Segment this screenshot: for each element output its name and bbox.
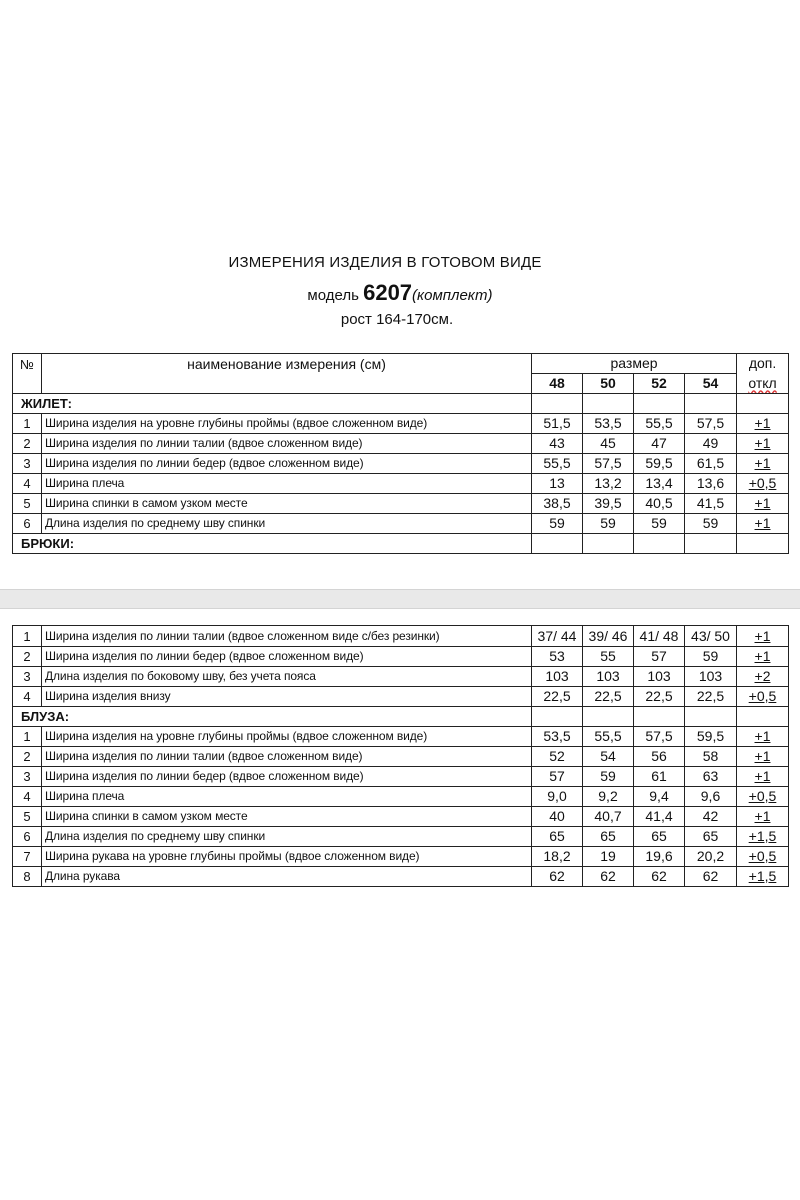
tolerance-value: +1 <box>754 415 771 431</box>
row-number: 2 <box>13 434 42 454</box>
size-value: 61 <box>634 767 685 787</box>
table-row <box>13 747 789 767</box>
size-value: 62 <box>634 867 685 887</box>
measurement-name: Длина изделия по боковому шву, без учета пояса <box>42 667 532 687</box>
size-value: 57 <box>532 767 583 787</box>
size-value: 62 <box>532 867 583 887</box>
size-value: 41,5 <box>685 494 737 514</box>
table-row <box>13 434 789 454</box>
table-row <box>13 414 789 434</box>
size-value: 59 <box>634 514 685 534</box>
size-value: 103 <box>685 667 737 687</box>
size-value: 18,2 <box>532 847 583 867</box>
col-size-group-header: размер <box>532 354 737 374</box>
section-empty-cell <box>532 394 583 414</box>
size-value: 13,6 <box>685 474 737 494</box>
height-range: рост 164-170см. <box>340 311 454 328</box>
size-value: 39,5 <box>583 494 634 514</box>
measurement-name: Ширина изделия по линии бедер (вдвое сложенном виде) <box>42 767 532 787</box>
section-empty-cell <box>634 534 685 554</box>
measurement-name: Ширина плеча <box>42 474 532 494</box>
size-value: 62 <box>583 867 634 887</box>
size-value: 103 <box>583 667 634 687</box>
measurements-table-top <box>12 353 789 554</box>
size-value: 56 <box>634 747 685 767</box>
tolerance-cell <box>737 434 789 454</box>
size-value: 55,5 <box>583 727 634 747</box>
size-value: 55 <box>583 647 634 667</box>
measurements-table-bottom <box>12 625 789 887</box>
row-number: 3 <box>13 767 42 787</box>
measurement-name: Ширина изделия по линии бедер (вдвое сложенном виде) <box>42 647 532 667</box>
tolerance-value: +1,5 <box>748 868 777 884</box>
model-prefix: модель <box>307 287 359 304</box>
size-value: 63 <box>685 767 737 787</box>
size-value: 20,2 <box>685 847 737 867</box>
size-value: 22,5 <box>532 687 583 707</box>
size-value: 13,4 <box>634 474 685 494</box>
size-value: 19,6 <box>634 847 685 867</box>
table-row <box>13 767 789 787</box>
tolerance-value: +0,5 <box>748 475 777 491</box>
table-row <box>13 827 789 847</box>
size-value: 53,5 <box>583 414 634 434</box>
row-number: 3 <box>13 667 42 687</box>
size-value: 47 <box>634 434 685 454</box>
section-empty-cell <box>532 534 583 554</box>
tolerance-value: +0,5 <box>748 788 777 804</box>
tolerance-cell <box>737 514 789 534</box>
size-value: 65 <box>634 827 685 847</box>
tolerance-cell <box>737 667 789 687</box>
tolerance-value: +1,5 <box>748 828 777 844</box>
size-value: 53,5 <box>532 727 583 747</box>
tolerance-cell <box>737 787 789 807</box>
measurement-name: Длина изделия по среднему шву спинки <box>42 827 532 847</box>
size-54-header: 54 <box>685 374 737 394</box>
row-number: 2 <box>13 647 42 667</box>
measurement-name: Ширина изделия по линии талии (вдвое сложенном виде) <box>42 747 532 767</box>
tolerance-value: +0,5 <box>748 848 777 864</box>
size-value: 9,2 <box>583 787 634 807</box>
tolerance-value: +1 <box>754 515 771 531</box>
size-value: 53 <box>532 647 583 667</box>
table-row <box>13 474 789 494</box>
tolerance-cell <box>737 767 789 787</box>
size-value: 62 <box>685 867 737 887</box>
section-empty-cell <box>634 707 685 727</box>
section-empty-cell <box>685 707 737 727</box>
row-number: 4 <box>13 474 42 494</box>
tolerance-cell <box>737 647 789 667</box>
row-number: 1 <box>13 414 42 434</box>
measurement-name: Ширина плеча <box>42 787 532 807</box>
col-tol-header-top: доп. <box>737 354 789 374</box>
tolerance-value: +1 <box>754 495 771 511</box>
col-num-header: № <box>13 354 42 394</box>
row-number: 5 <box>13 807 42 827</box>
section-row-blouse <box>13 707 789 727</box>
table-row <box>13 687 789 707</box>
section-title-blouse: БЛУЗА: <box>13 707 532 727</box>
model-suffix: (комплект) <box>412 287 493 304</box>
section-empty-cell <box>583 394 634 414</box>
size-value: 59,5 <box>634 454 685 474</box>
row-number: 8 <box>13 867 42 887</box>
section-empty-cell <box>737 534 789 554</box>
size-value: 55,5 <box>634 414 685 434</box>
size-value: 39/ 46 <box>583 626 634 647</box>
size-value: 103 <box>634 667 685 687</box>
model-number: 6207 <box>363 280 413 305</box>
size-value: 59 <box>583 767 634 787</box>
size-value: 43 <box>532 434 583 454</box>
size-value: 49 <box>685 434 737 454</box>
tolerance-cell <box>737 494 789 514</box>
section-title-vest: ЖИЛЕТ: <box>13 394 532 414</box>
table-row <box>13 647 789 667</box>
row-number: 1 <box>13 727 42 747</box>
measurement-name: Длина изделия по среднему шву спинки <box>42 514 532 534</box>
tolerance-cell <box>737 807 789 827</box>
table-row <box>13 514 789 534</box>
tolerance-value: +1 <box>754 728 771 744</box>
measurement-name: Ширина спинки в самом узком месте <box>42 494 532 514</box>
header-row-top <box>13 354 789 374</box>
table-row <box>13 626 789 647</box>
size-52-header: 52 <box>634 374 685 394</box>
tolerance-cell <box>737 414 789 434</box>
section-empty-cell <box>532 707 583 727</box>
size-value: 40,5 <box>634 494 685 514</box>
tolerance-cell <box>737 827 789 847</box>
col-tol-label: откл <box>748 374 777 391</box>
size-value: 59 <box>532 514 583 534</box>
size-value: 65 <box>532 827 583 847</box>
tolerance-value: +1 <box>754 455 771 471</box>
row-number: 4 <box>13 687 42 707</box>
row-number: 7 <box>13 847 42 867</box>
tolerance-cell <box>737 687 789 707</box>
size-value: 13 <box>532 474 583 494</box>
tolerance-cell <box>737 867 789 887</box>
section-empty-cell <box>583 534 634 554</box>
size-value: 9,0 <box>532 787 583 807</box>
measurement-name: Ширина изделия по линии талии (вдвое сложенном виде) <box>42 434 532 454</box>
tolerance-value: +1 <box>754 808 771 824</box>
section-empty-cell <box>737 394 789 414</box>
size-value: 38,5 <box>532 494 583 514</box>
table-row <box>13 807 789 827</box>
tolerance-value: +2 <box>754 668 771 684</box>
size-value: 13,2 <box>583 474 634 494</box>
section-empty-cell <box>737 707 789 727</box>
col-tol-header-bottom <box>737 374 789 394</box>
measurement-name: Ширина изделия по линии талии (вдвое сложенном виде с/без резинки) <box>42 626 532 647</box>
size-value: 19 <box>583 847 634 867</box>
size-value: 43/ 50 <box>685 626 737 647</box>
measurement-name: Ширина рукава на уровне глубины проймы (вдвое сложенном виде) <box>42 847 532 867</box>
tolerance-cell <box>737 626 789 647</box>
table-row <box>13 667 789 687</box>
row-number: 6 <box>13 514 42 534</box>
size-value: 57,5 <box>685 414 737 434</box>
size-value: 40 <box>532 807 583 827</box>
measurement-name: Ширина изделия по линии бедер (вдвое сложенном виде) <box>42 454 532 474</box>
size-value: 40,7 <box>583 807 634 827</box>
table-row <box>13 454 789 474</box>
tolerance-cell <box>737 474 789 494</box>
size-value: 65 <box>583 827 634 847</box>
size-value: 57,5 <box>583 454 634 474</box>
tolerance-value: +1 <box>754 748 771 764</box>
size-value: 55,5 <box>532 454 583 474</box>
tolerance-cell <box>737 747 789 767</box>
section-empty-cell <box>685 534 737 554</box>
size-value: 9,4 <box>634 787 685 807</box>
tolerance-value: +1 <box>754 435 771 451</box>
size-value: 58 <box>685 747 737 767</box>
size-value: 42 <box>685 807 737 827</box>
row-number: 4 <box>13 787 42 807</box>
size-value: 57 <box>634 647 685 667</box>
section-empty-cell <box>583 707 634 727</box>
tolerance-cell <box>737 454 789 474</box>
size-value: 59 <box>685 647 737 667</box>
size-value: 22,5 <box>583 687 634 707</box>
row-number: 5 <box>13 494 42 514</box>
page-divider <box>0 589 800 609</box>
tolerance-value: +1 <box>754 627 771 644</box>
tolerance-value: +0,5 <box>748 688 777 704</box>
size-value: 45 <box>583 434 634 454</box>
row-number: 1 <box>13 626 42 647</box>
table-row <box>13 727 789 747</box>
row-number: 6 <box>13 827 42 847</box>
model-line <box>0 280 800 306</box>
table-row <box>13 867 789 887</box>
measurement-name: Ширина изделия внизу <box>42 687 532 707</box>
size-value: 103 <box>532 667 583 687</box>
section-empty-cell <box>685 394 737 414</box>
size-value: 41/ 48 <box>634 626 685 647</box>
table-row <box>13 494 789 514</box>
size-value: 59 <box>583 514 634 534</box>
measurement-name: Ширина изделия на уровне глубины проймы (вдвое сложенном виде) <box>42 414 532 434</box>
size-value: 59,5 <box>685 727 737 747</box>
size-value: 61,5 <box>685 454 737 474</box>
size-value: 37/ 44 <box>532 626 583 647</box>
measurement-name: Длина рукава <box>42 867 532 887</box>
row-number: 3 <box>13 454 42 474</box>
measurement-name: Ширина изделия на уровне глубины проймы (вдвое сложенном виде) <box>42 727 532 747</box>
size-50-header: 50 <box>583 374 634 394</box>
row-number: 2 <box>13 747 42 767</box>
tolerance-cell <box>737 727 789 747</box>
size-value: 52 <box>532 747 583 767</box>
size-value: 22,5 <box>634 687 685 707</box>
measurement-name: Ширина спинки в самом узком месте <box>42 807 532 827</box>
table-row <box>13 847 789 867</box>
size-value: 57,5 <box>634 727 685 747</box>
size-value: 54 <box>583 747 634 767</box>
size-value: 51,5 <box>532 414 583 434</box>
section-title-pants: БРЮКИ: <box>13 534 532 554</box>
size-value: 41,4 <box>634 807 685 827</box>
tolerance-value: +1 <box>754 648 771 664</box>
col-name-header: наименование измерения (см) <box>42 354 532 394</box>
table-row <box>13 787 789 807</box>
tolerance-cell <box>737 847 789 867</box>
size-value: 65 <box>685 827 737 847</box>
tolerance-value: +1 <box>754 768 771 784</box>
page-title: ИЗМЕРЕНИЯ ИЗДЕЛИЯ В ГОТОВОМ ВИДЕ <box>228 254 542 271</box>
section-row-vest <box>13 394 789 414</box>
size-value: 9,6 <box>685 787 737 807</box>
section-empty-cell <box>634 394 685 414</box>
size-value: 22,5 <box>685 687 737 707</box>
size-value: 59 <box>685 514 737 534</box>
section-row-pants <box>13 534 789 554</box>
size-48-header: 48 <box>532 374 583 394</box>
